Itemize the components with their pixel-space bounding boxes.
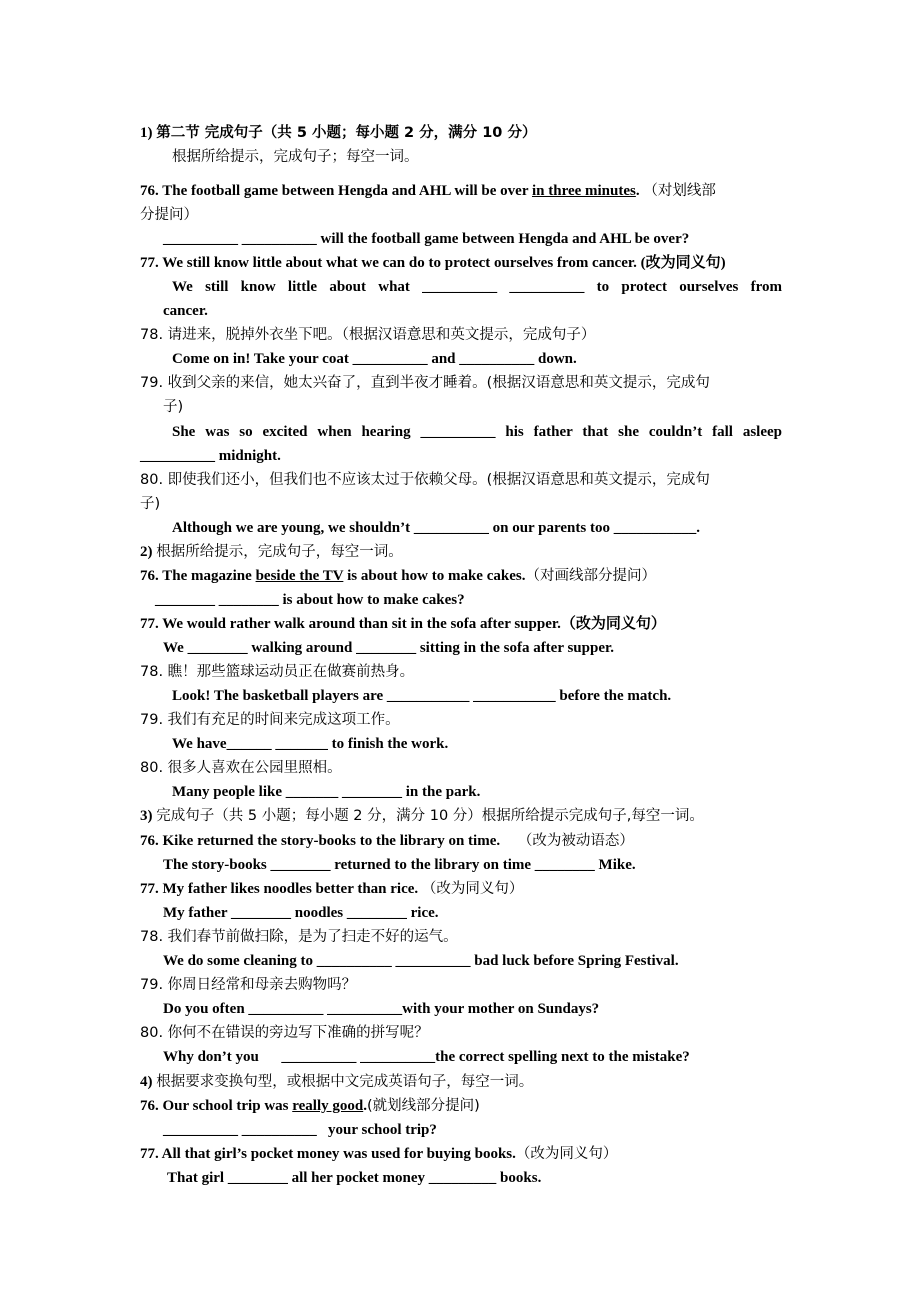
s1-q79-cont: 子) [163, 399, 184, 415]
s1-q77-answer-line2: cancer. [163, 303, 208, 319]
s2-q79-answer: We have______ _______ to finish the work. [172, 736, 449, 752]
s1-q80-answer: Although we are young, we shouldn’t __________ on our parents too ___________. [172, 520, 700, 536]
s3-q76-note: （改为被动语态） [517, 833, 634, 849]
section-3-label: 3) [140, 808, 153, 824]
s1-q79-answer-line1: She was so excited when hearing __________ his father that she couldn’t fall asleep [172, 424, 782, 440]
s4-q77-note: （改为同义句） [515, 1146, 618, 1162]
s1-q76-punct: . [635, 183, 640, 199]
s3-q76-answer: The story-books ________ returned to the library on time ________ Mike. [163, 857, 636, 873]
s1-q80: 80. 即使我们还小，但我们也不应该太过于依赖父母。(根据汉语意思和英文提示，完成句 [140, 472, 710, 488]
s2-q78: 78. 瞧！那些篮球运动员正在做赛前热身。 [140, 664, 415, 680]
s2-q76 [140, 566, 782, 586]
s3-q79-answer: Do you often __________ __________with your mother on Sundays? [163, 1001, 600, 1017]
section-1-title: 第二节 完成句子（共 5 小题；每小题 2 分，满分 10 分） [156, 125, 537, 141]
s1-q76-note-cont: 分提问） [140, 207, 198, 223]
s2-q76-underlined: beside the TV [255, 568, 344, 584]
s1-q78-answer: Come on in! Take your coat __________ and __________ down. [172, 351, 577, 367]
s2-q79: 79. 我们有充足的时间来完成这项工作。 [140, 712, 400, 728]
s1-q78: 78. 请进来，脱掉外衣坐下吧。（根据汉语意思和英文提示，完成句子） [140, 327, 596, 343]
s3-q78: 78. 我们春节前做扫除，是为了扫走不好的运气。 [140, 929, 458, 945]
s4-q76-underlined: really good [292, 1098, 364, 1114]
s1-q77-answer-line1: We still know little about what __________ __________ to protect ourselves from [172, 279, 782, 295]
s1-q79: 79. 收到父亲的来信，她太兴奋了，直到半夜才睡着。(根据汉语意思和英文提示，完成句 [140, 375, 710, 391]
section-2-label: 2) [140, 544, 153, 560]
s3-q80-answer: Why don’t you __________ __________the correct spelling next to the mistake? [163, 1049, 690, 1065]
s3-q78-answer: We do some cleaning to __________ __________ bad luck before Spring Festival. [163, 953, 679, 969]
s2-q80-answer: Many people like _______ ________ in the park. [172, 784, 481, 800]
s3-q77-text: 77. My father likes noodles better than rice. [140, 881, 419, 897]
s3-q80: 80. 你何不在错误的旁边写下准确的拼写呢？ [140, 1025, 429, 1041]
s3-q77 [140, 879, 782, 899]
s2-q80: 80. 很多人喜欢在公园里照相。 [140, 760, 342, 776]
section-1-label: 1) [140, 125, 153, 141]
s4-q76-answer: __________ __________ your school trip? [163, 1122, 437, 1138]
s4-q76-text: 76. Our school trip was [140, 1098, 293, 1114]
s4-q77 [140, 1144, 782, 1164]
section-4-label: 4) [140, 1074, 153, 1090]
s1-q76-note: （对划线部 [643, 183, 716, 199]
s4-q77-answer: That girl ________ all her pocket money _________ books. [167, 1170, 542, 1186]
s1-q76-answer: __________ __________ will the football game between Hengda and AHL be over? [163, 231, 690, 247]
s2-q77: 77. We would rather walk around than sit in the sofa after supper.（改为同义句） [140, 616, 666, 632]
s4-q76-punct: . [363, 1098, 367, 1114]
section-3-title: 完成句子（共 5 小题；每小题 2 分，满分 10 分）根据所给提示完成句子,每空一词。 [156, 808, 704, 824]
section-1-instruction: 根据所给提示，完成句子；每空一词。 [172, 149, 419, 165]
s1-q77: 77. We still know little about what we can do to protect ourselves from cancer. (改为同义句) [140, 255, 726, 271]
s2-q76-note: （对画线部分提问） [525, 568, 656, 584]
s2-q76-rest: is about how to make cakes. [343, 568, 526, 584]
s3-q79: 79. 你周日经常和母亲去购物吗？ [140, 977, 357, 993]
section-1-heading [140, 123, 782, 143]
s1-q79-answer-line2: __________ midnight. [140, 448, 281, 464]
s4-q77-text: 77. All that girl’s pocket money was used for buying books. [140, 1146, 516, 1162]
s2-q77-answer: We ________ walking around ________ sitting in the sofa after supper. [163, 640, 615, 656]
s1-q76 [140, 181, 782, 201]
s2-q78-answer: Look! The basketball players are ___________ ___________ before the match. [172, 688, 672, 704]
s1-q76-underlined: in three minutes [531, 183, 636, 199]
s1-q80-cont: 子) [140, 496, 161, 512]
section-2-heading [140, 542, 782, 562]
s2-q76-text: 76. The magazine [140, 568, 256, 584]
section-4-title: 根据要求变换句型，或根据中文完成英语句子，每空一词。 [156, 1074, 534, 1090]
s1-q76-text: 76. The football game between Hengda and AHL will be over [140, 183, 532, 199]
s2-q76-answer: ________ ________ is about how to make cakes? [155, 592, 465, 608]
s4-q76 [140, 1096, 782, 1116]
s3-q77-answer: My father ________ noodles ________ rice. [163, 905, 439, 921]
section-2-title: 根据所给提示，完成句子，每空一词。 [156, 544, 403, 560]
section-4-heading [140, 1072, 782, 1092]
s3-q76 [140, 831, 782, 851]
s3-q76-text: 76. Kike returned the story-books to the library on time. [140, 833, 501, 849]
s4-q76-note: (就划线部分提问) [366, 1098, 480, 1114]
s3-q77-note: （改为同义句） [421, 881, 524, 897]
section-3-heading [140, 806, 782, 826]
